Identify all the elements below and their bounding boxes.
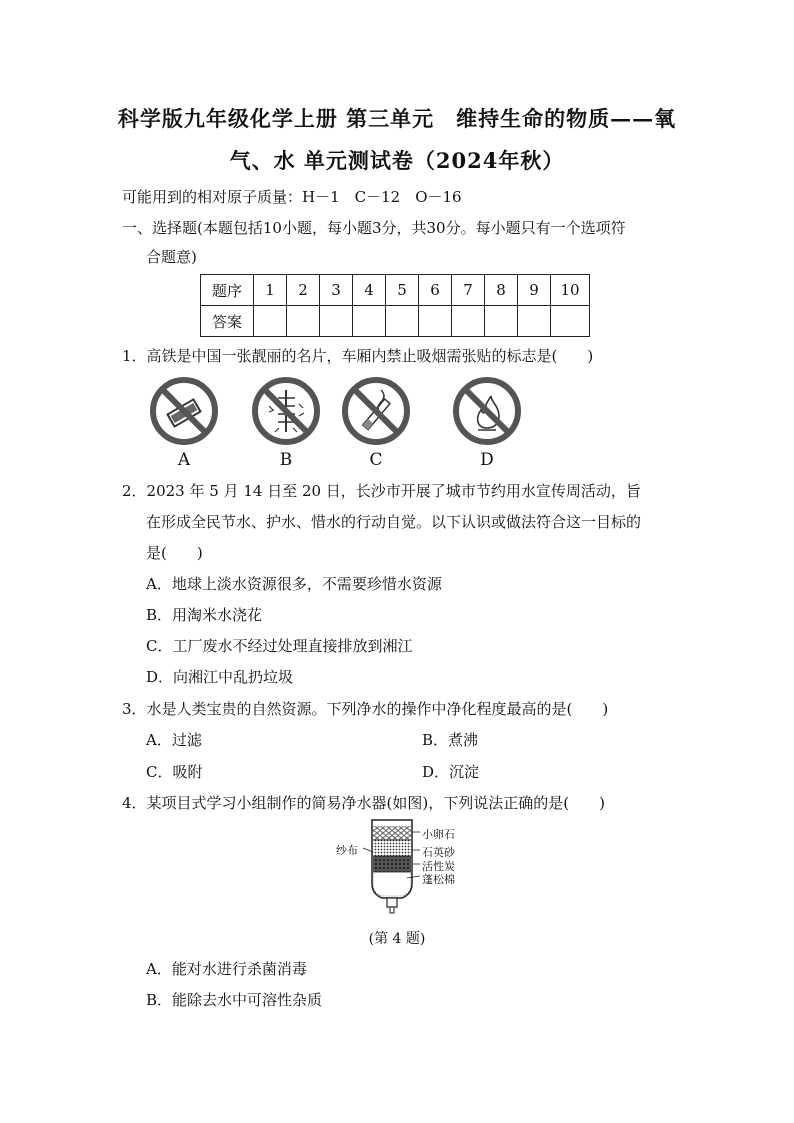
section1-heading-line2: 合题意) [146, 248, 197, 266]
no-matches-sign-icon [149, 376, 219, 446]
question-3-option-d: D．沉淀 [422, 763, 480, 781]
table-cell-number: 3 [320, 275, 353, 306]
question-4-stem: 4．某项目式学习小组制作的简易净水器(如图)，下列说法正确的是( ) [122, 794, 605, 812]
table-cell-number: 6 [419, 275, 452, 306]
question-2-option-d: D．向湘江中乱扔垃圾 [146, 668, 294, 686]
table-cell-number: 7 [452, 275, 485, 306]
table-cell-answer[interactable] [320, 306, 353, 337]
question-2-option-b: B．用淘米水浇花 [146, 606, 263, 624]
question-3-option-a: A．过滤 [146, 731, 202, 749]
page-title-line1: 科学版九年级化学上册 第三单元 维持生命的物质——氧 [117, 106, 677, 131]
table-cell-number: 8 [485, 275, 518, 306]
table-cell-answer[interactable] [452, 306, 485, 337]
filter-label-cotton: 蓬松棉 [422, 873, 455, 886]
table-cell-number: 5 [386, 275, 419, 306]
table-cell-number: 4 [353, 275, 386, 306]
no-smoking-sign-icon [341, 376, 411, 446]
table-cell-answer[interactable] [254, 306, 287, 337]
filter-label-quartz-sand: 石英砂 [422, 846, 455, 859]
option-label-d: D [480, 450, 494, 470]
table-header-number: 题序 [201, 275, 254, 306]
table-cell-answer[interactable] [485, 306, 518, 337]
table-header-answer: 答案 [201, 306, 254, 337]
question-2-stem-line1: 2．2023 年 5 月 14 日至 20 日，长沙市开展了城市节约用水宣传周活动，旨 [122, 482, 641, 500]
filter-label-activated-carbon: 活性炭 [422, 860, 455, 873]
answer-table-number-row [201, 275, 590, 306]
question-2-stem-line3: 是( ) [146, 544, 203, 562]
question-4-option-b: B．能除去水中可溶性杂质 [146, 991, 323, 1009]
answer-table-answer-row [201, 306, 590, 337]
no-crossing-sign-icon [251, 376, 321, 446]
atomic-masses: 可能用到的相对原子质量：H－1 C－12 O－16 [122, 188, 462, 206]
table-cell-number: 9 [518, 275, 551, 306]
table-cell-number: 10 [551, 275, 590, 306]
table-cell-answer[interactable] [353, 306, 386, 337]
section1-heading-line1: 一、选择题(本题包括10小题，每小题3分，共30分。每小题只有一个选项符 [122, 219, 626, 237]
table-cell-answer[interactable] [419, 306, 452, 337]
answer-table [200, 274, 590, 337]
water-filter-diagram [362, 818, 422, 918]
table-cell-number: 2 [287, 275, 320, 306]
question-3-option-b: B．煮沸 [422, 731, 479, 749]
figure-caption: (第 4 题) [368, 931, 426, 947]
option-label-c: C [369, 450, 383, 470]
question-4-option-a: A．能对水进行杀菌消毒 [146, 960, 307, 978]
table-cell-answer[interactable] [386, 306, 419, 337]
table-cell-number: 1 [254, 275, 287, 306]
table-cell-answer[interactable] [287, 306, 320, 337]
option-label-a: A [177, 450, 191, 470]
question-2-stem-line2: 在形成全民节水、护水、惜水的行动自觉。以下认识或做法符合这一目标的 [146, 513, 642, 531]
question-1-stem: 1．高铁是中国一张靓丽的名片，车厢内禁止吸烟需张贴的标志是( ) [122, 347, 594, 365]
no-open-flame-sign-icon [452, 376, 522, 446]
option-label-b: B [279, 450, 293, 470]
filter-label-gauze: 纱布 [336, 844, 358, 857]
question-3-option-c: C．吸附 [146, 763, 203, 781]
page-title-line2: 气、水 单元测试卷（2024年秋） [229, 148, 565, 173]
question-3-stem: 3．水是人类宝贵的自然资源。下列净水的操作中净化程度最高的是( ) [122, 700, 609, 718]
question-2-option-c: C．工厂废水不经过处理直接排放到湘江 [146, 637, 413, 655]
table-cell-answer[interactable] [518, 306, 551, 337]
question-2-option-a: A．地球上淡水资源很多，不需要珍惜水资源 [146, 575, 442, 593]
table-cell-answer[interactable] [551, 306, 590, 337]
filter-label-pebbles: 小卵石 [422, 828, 455, 841]
